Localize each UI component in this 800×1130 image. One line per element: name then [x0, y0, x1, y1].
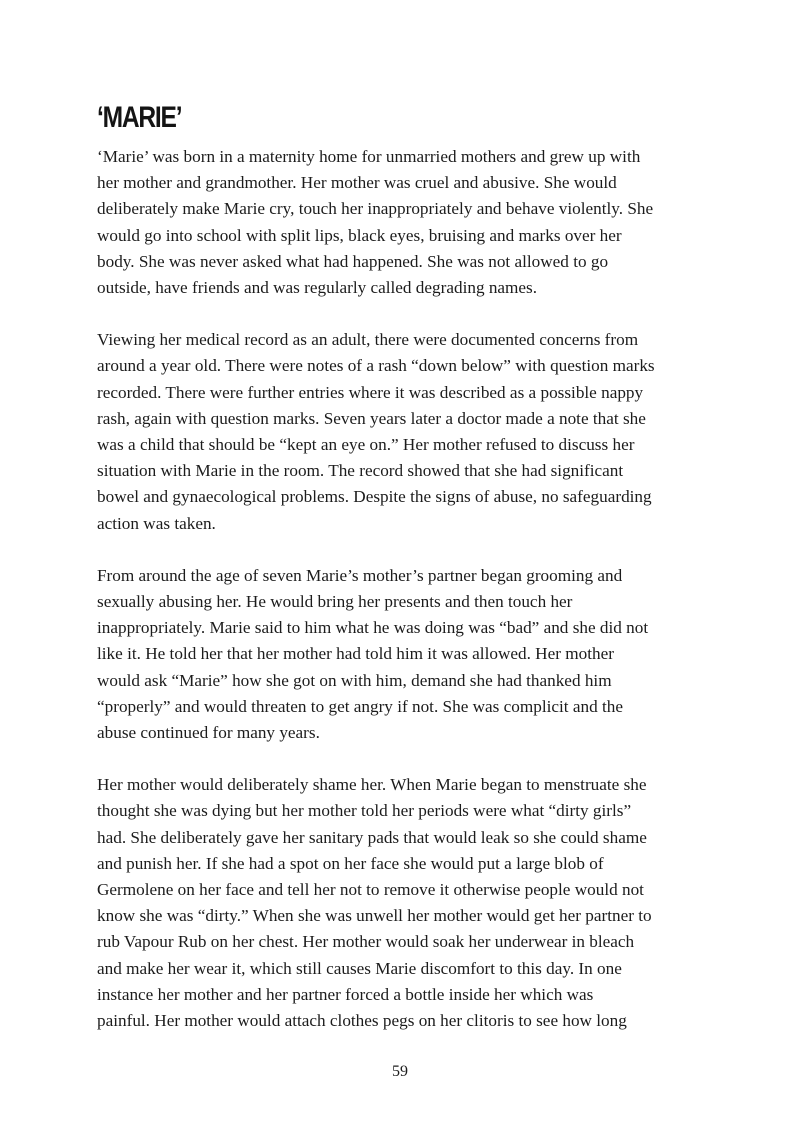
- text-line: Germolene on her face and tell her not to remove it otherwise people would not: [97, 880, 644, 900]
- text-line: bowel and gynaecological problems. Despite the signs of abuse, no safeguarding: [97, 487, 652, 507]
- text-line: outside, have friends and was regularly called degrading names.: [97, 278, 538, 298]
- text-line: inappropriately. Marie said to him what he was doing was “bad” and she did not: [97, 618, 649, 638]
- text-line: had. She deliberately gave her sanitary pads that would leak so she could shame: [97, 827, 647, 847]
- page-number: 59: [392, 1063, 408, 1080]
- text-line: ‘Marie’ was born in a maternity home for unmarried mothers and grew up with: [97, 147, 641, 166]
- text-line: instance her mother and her partner forced a bottle inside her which was: [97, 984, 594, 1004]
- text-line: was a child that should be “kept an eye on.” Her mother refused to discuss her: [97, 435, 635, 455]
- text-line: her mother and grandmother. Her mother was cruel and abusive. She would: [97, 173, 617, 193]
- text-line: situation with Marie in the room. The record showed that she had significant: [97, 461, 624, 481]
- text-line: abuse continued for many years.: [97, 723, 320, 743]
- text-line: Her mother would deliberately shame her. When Marie began to menstruate she: [97, 775, 647, 795]
- text-line: like it. He told her that her mother had told him it was allowed. Her mother: [97, 644, 614, 664]
- paragraph: [97, 144, 683, 301]
- text-line: rash, again with question marks. Seven years later a doctor made a note that she: [97, 408, 646, 428]
- text-line: body. She was never asked what had happened. She was not allowed to go: [97, 251, 609, 271]
- text-line: would go into school with split lips, black eyes, bruising and marks over her: [97, 225, 622, 245]
- text-line: and make her wear it, which still causes Marie discomfort to this day. In one: [97, 958, 622, 978]
- paragraph: [97, 327, 683, 537]
- text-line: rub Vapour Rub on her chest. Her mother would soak her underwear in bleach: [97, 932, 635, 952]
- text-line: thought she was dying but her mother told her periods were what “dirty girls”: [97, 801, 632, 821]
- text-line: recorded. There were further entries where it was described as a possible nappy: [97, 382, 644, 402]
- text-line: painful. Her mother would attach clothes pegs on her clitoris to see how long: [97, 1011, 627, 1031]
- text-line: would ask “Marie” how she got on with him, demand she had thanked him: [97, 670, 612, 690]
- text-line: know she was “dirty.” When she was unwell her mother would get her partner to: [97, 906, 652, 926]
- text-line: From around the age of seven Marie’s mother’s partner began grooming and: [97, 565, 623, 585]
- text-line: deliberately make Marie cry, touch her inappropriately and behave violently. She: [97, 199, 654, 219]
- paragraph: [97, 772, 683, 1034]
- text-line: action was taken.: [97, 513, 216, 533]
- text-line: and punish her. If she had a spot on her face she would put a large blob of: [97, 853, 604, 873]
- page-content: [97, 100, 683, 1060]
- text-line: Viewing her medical record as an adult, there were documented concerns from: [97, 330, 639, 350]
- text-line: “properly” and would threaten to get angry if not. She was complicit and the: [97, 696, 623, 716]
- text-line: sexually abusing her. He would bring her presents and then touch her: [97, 592, 573, 612]
- section-title: ‘MARIE’: [97, 101, 182, 134]
- text-line: around a year old. There were notes of a rash “down below” with question marks: [97, 356, 655, 376]
- body-text: [97, 144, 683, 1034]
- paragraph: [97, 563, 683, 746]
